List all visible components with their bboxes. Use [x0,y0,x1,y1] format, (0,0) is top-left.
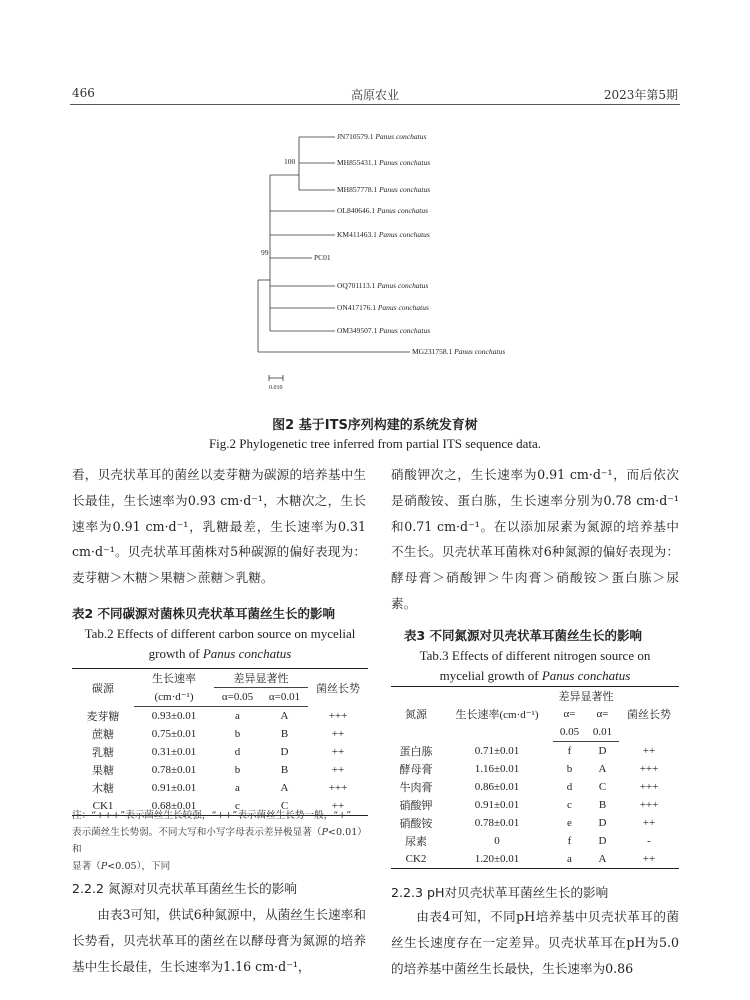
table-row: CK1 0.68±0.01 c C ++ [72,797,368,816]
tree-leaf: OQ701113.1 Panus conchatus [337,281,429,290]
th-growth: 菌丝长势 [308,669,368,707]
table-row: 硝酸铵 0.78±0.01 e D ++ [399,817,656,830]
table-row: 蛋白胨 0.71±0.01 f D ++ [399,744,656,758]
right-column-para2: 由表4可知，不同pH培养基中贝壳状革耳的菌丝生长速度存在一定差异。贝壳状革耳在pH为5.0的培养基中菌丝生长最快，生长速率为0.86 [391,909,679,976]
tree-leaf: MH855431.1 Panus conchatus [337,158,431,167]
table-row: 蔗糖 0.75±0.01 b B ++ [92,728,345,741]
table2-caption-cn: 表2 不同碳源对菌株贝壳状革耳菌丝生长的影响 [72,606,336,621]
tree-leaf: KM411463.1 Panus conchatus [337,230,430,239]
journal-name: 高原农业 [350,88,399,102]
th-rate: 生长速率 [134,669,214,688]
issue-label: 2023年第5期 [603,88,678,102]
table-row: 乳糖 0.31±0.01 d D ++ [92,746,345,759]
th-rate-unit: (cm·d⁻¹) [134,688,214,707]
tree-leaf: PC01 [314,253,331,262]
table2-note: 注：“+++”表示菌丝生长较强，“++”表示菌丝生长势一般，“+” 表示菌丝生长势弱。不同大写和小写字母表示差异极显著（P<0.01）和 显著（P<0.05），下同 [72,810,367,872]
table2 [72,668,368,816]
bootstrap-99: 99 [261,248,269,257]
th-carbon-source: 碳源 [72,669,134,707]
th-alpha-001: α=0.01 [261,688,308,707]
table-row: 尿素 0 f D - [405,835,651,848]
table3-caption-en: Tab.3 Effects of different nitrogen source on mycelial growth of Panus conchatus [419,648,651,683]
table3-caption-cn: 表3 不同氮源对贝壳状革耳菌丝生长的影响 [404,628,643,643]
tree-leaf: JN710579.1 Panus conchatus [337,132,427,141]
th-growth: 菌丝长势 [619,687,679,742]
bootstrap-100: 100 [284,157,296,166]
section-heading-222: 2.2.2 氮源对贝壳状革耳菌丝生长的影响 [72,881,297,896]
th-alpha-001: 0.01 [586,723,619,742]
th-nitrogen-source: 氮源 [391,687,441,742]
table-row: 酵母膏 1.16±0.01 b A +++ [399,763,659,776]
th-alpha-005: 0.05 [553,723,586,742]
tree-leaf: OM349507.1 Panus conchatus [337,326,431,335]
left-column-para2: 由表3可知，供试6种氮源中，从菌丝生长速率和长势看，贝壳状革耳的菌丝在以酵母膏为氮源的培养基中生长最佳，生长速率为1.16 cm·d⁻¹， [72,907,366,974]
table3 [391,686,679,869]
page-number: 466 [72,86,95,100]
th-alpha-1: α= [563,708,576,720]
th-significance: 差异显著性 [553,687,619,706]
right-column-para1: 硝酸钾次之，生长速率为0.91 cm·d⁻¹，而后依次是硝酸铵、蛋白胨，生长速率分别为0.78 cm·d⁻¹和0.71 cm·d⁻¹。在以添加尿素为氮源的培养基中不生长。贝壳状革耳菌株对6种氮源的偏好表现为：酵母膏＞硝酸钾＞牛肉膏＞硝酸铵＞蛋白胨＞尿素。 [391,467,679,611]
table-row: 木糖 0.91±0.01 a A +++ [92,782,348,795]
left-column-para1: 看，贝壳状革耳的菌丝以麦芽糖为碳源的培养基中生长最佳，生长速率为0.93 cm·d⁻¹，木糖次之，生长速率为0.91 cm·d⁻¹，乳糖最差，生长速率为0.31 cm·d⁻¹。贝壳状革耳菌株对5种碳源的偏好表现为：麦芽糖＞木糖＞果糖＞蔗糖＞乳糖。 [72,467,366,586]
table-row: CK2 1.20±0.01 a A ++ [391,850,679,869]
tree-leaf: ON417176.1 Panus conchatus [337,303,429,312]
table-row: 硝酸钾 0.91±0.01 c B +++ [399,799,659,812]
table-row: 牛肉膏 0.86±0.01 d C +++ [399,781,659,794]
tree-leaf: MG231758.1 Panus conchatus [412,347,506,356]
tree-leaf: OL840646.1 Panus conchatus [337,206,429,215]
tree-leaf: MH857778.1 Panus conchatus [337,185,431,194]
th-alpha-005: α=0.05 [214,688,261,707]
header-rule [70,104,680,105]
tree-branches [258,137,410,381]
section-heading-223: 2.2.3 pH对贝壳状革耳菌丝生长的影响 [391,885,609,900]
phylogenetic-tree [240,125,540,390]
figure-caption-cn: 图2 基于ITS序列构建的系统发育树 [272,418,478,433]
th-significance: 差异显著性 [214,669,308,688]
figure-caption-en: Fig.2 Phylogenetic tree inferred from partial ITS sequence data. [208,436,542,451]
table-row: 麦芽糖 0.93±0.01 a A +++ [86,709,348,723]
scale-bar-label: 0.010 [269,385,283,390]
th-alpha-2: α= [596,708,609,720]
table2-caption-en: Tab.2 Effects of different carbon source on mycelial growth of Panus conchatus [84,626,356,661]
table-row: 果糖 0.78±0.01 b B ++ [92,764,345,777]
th-rate: 生长速率(cm·d⁻¹) [441,687,553,742]
